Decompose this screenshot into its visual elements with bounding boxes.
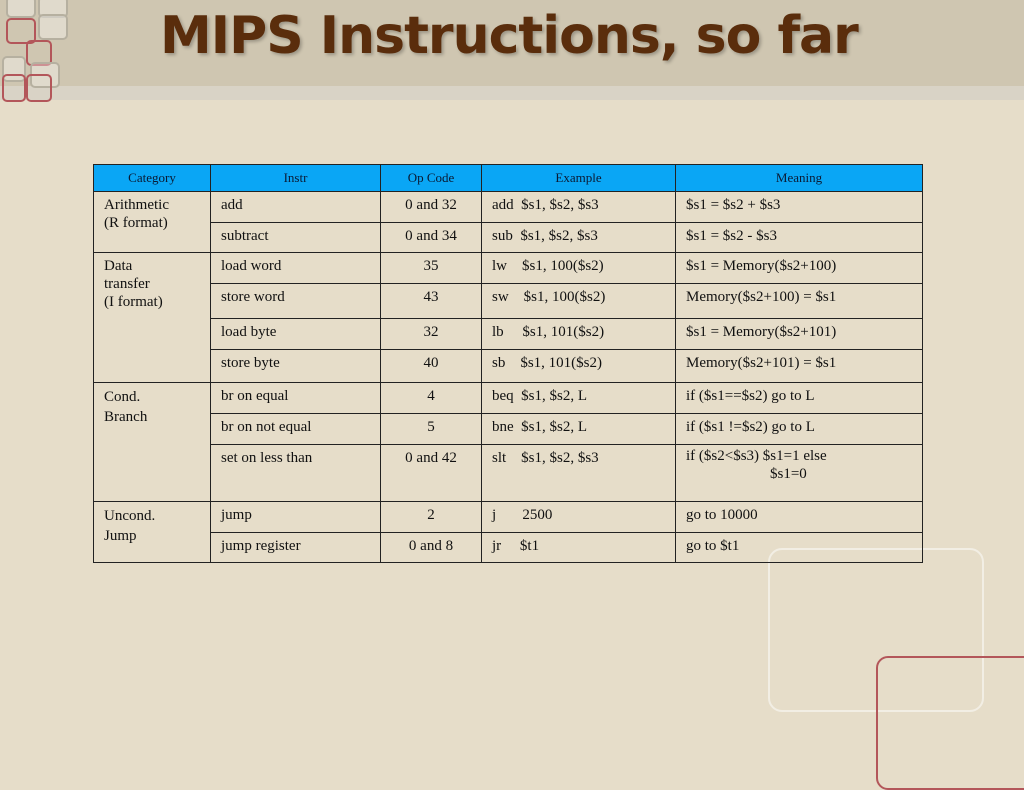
- opcode-cell: 5: [381, 414, 482, 445]
- meaning-cell: go to $t1: [676, 533, 923, 563]
- table-row: [94, 223, 923, 253]
- instr-cell: br on equal: [211, 383, 381, 414]
- example-cell: lw $s1, 100($s2): [482, 253, 676, 284]
- table-row: [94, 383, 923, 414]
- meaning-cell: $s1 = Memory($s2+101): [676, 319, 923, 350]
- instr-cell: subtract: [211, 223, 381, 253]
- instr-cell: store byte: [211, 350, 381, 383]
- table-row: [94, 350, 923, 383]
- opcode-cell: 0 and 34: [381, 223, 482, 253]
- opcode-cell: 40: [381, 350, 482, 383]
- meaning-cell: $s1 = Memory($s2+100): [676, 253, 923, 284]
- example-cell: add $s1, $s2, $s3: [482, 192, 676, 223]
- column-header-instr: Instr: [211, 165, 381, 192]
- example-cell: sb $s1, 101($s2): [482, 350, 676, 383]
- opcode-cell: 35: [381, 253, 482, 284]
- instr-cell: set on less than: [211, 445, 381, 502]
- category-line: Jump: [104, 528, 137, 544]
- header-stripe: [0, 86, 1024, 100]
- example-cell: sub $s1, $s2, $s3: [482, 223, 676, 253]
- category-cell: [94, 383, 211, 502]
- example-cell: jr $t1: [482, 533, 676, 563]
- category-line: Data: [104, 258, 133, 274]
- opcode-cell: 0 and 42: [381, 445, 482, 502]
- example-cell: bne $s1, $s2, L: [482, 414, 676, 445]
- instr-cell: jump: [211, 502, 381, 533]
- category-cell: [94, 253, 211, 383]
- category-line: Branch: [104, 409, 148, 425]
- instr-cell: store word: [211, 284, 381, 319]
- meaning-cell: Memory($s2+101) = $s1: [676, 350, 923, 383]
- opcode-cell: 2: [381, 502, 482, 533]
- example-cell: j 2500: [482, 502, 676, 533]
- table-row: [94, 445, 923, 502]
- table-row: [94, 533, 923, 563]
- meaning-cell: [676, 445, 923, 502]
- category-line: Cond.: [104, 389, 141, 405]
- table-row: [94, 414, 923, 445]
- category-line: Arithmetic: [104, 197, 169, 213]
- meaning-cell: $s1 = $s2 + $s3: [676, 192, 923, 223]
- instr-cell: load word: [211, 253, 381, 284]
- column-header-example: Example: [482, 165, 676, 192]
- instr-cell: load byte: [211, 319, 381, 350]
- instructions-table: [93, 164, 923, 563]
- example-cell: slt $s1, $s2, $s3: [482, 445, 676, 502]
- corner-decoration: [0, 0, 70, 104]
- meaning-line: $s1=0: [770, 466, 807, 482]
- opcode-cell: 0 and 32: [381, 192, 482, 223]
- meaning-line: if ($s2<$s3) $s1=1 else: [686, 448, 827, 464]
- category-cell: [94, 192, 211, 253]
- column-header-opcode: Op Code: [381, 165, 482, 192]
- meaning-cell: if ($s1 !=$s2) go to L: [676, 414, 923, 445]
- opcode-cell: 0 and 8: [381, 533, 482, 563]
- table-row: [94, 192, 923, 223]
- instr-cell: br on not equal: [211, 414, 381, 445]
- slide-title: MIPS Instructions, so far: [160, 6, 858, 66]
- column-header-category: Category: [94, 165, 211, 192]
- example-cell: lb $s1, 101($s2): [482, 319, 676, 350]
- table-row: [94, 502, 923, 533]
- meaning-cell: go to 10000: [676, 502, 923, 533]
- opcode-cell: 32: [381, 319, 482, 350]
- category-line: (R format): [104, 215, 168, 231]
- meaning-cell: if ($s1==$s2) go to L: [676, 383, 923, 414]
- category-cell: [94, 502, 211, 563]
- table-row: [94, 253, 923, 284]
- category-line: transfer: [104, 276, 150, 292]
- example-cell: sw $s1, 100($s2): [482, 284, 676, 319]
- opcode-cell: 43: [381, 284, 482, 319]
- example-cell: beq $s1, $s2, L: [482, 383, 676, 414]
- instr-cell: jump register: [211, 533, 381, 563]
- opcode-cell: 4: [381, 383, 482, 414]
- table-row: [94, 284, 923, 319]
- table-row: [94, 319, 923, 350]
- instr-cell: add: [211, 192, 381, 223]
- meaning-cell: Memory($s2+100) = $s1: [676, 284, 923, 319]
- category-line: (I format): [104, 294, 163, 310]
- column-header-meaning: Meaning: [676, 165, 923, 192]
- meaning-cell: $s1 = $s2 - $s3: [676, 223, 923, 253]
- category-line: Uncond.: [104, 508, 156, 524]
- corner-frame-decoration-red: [876, 656, 1024, 790]
- table-header-row: [94, 165, 923, 192]
